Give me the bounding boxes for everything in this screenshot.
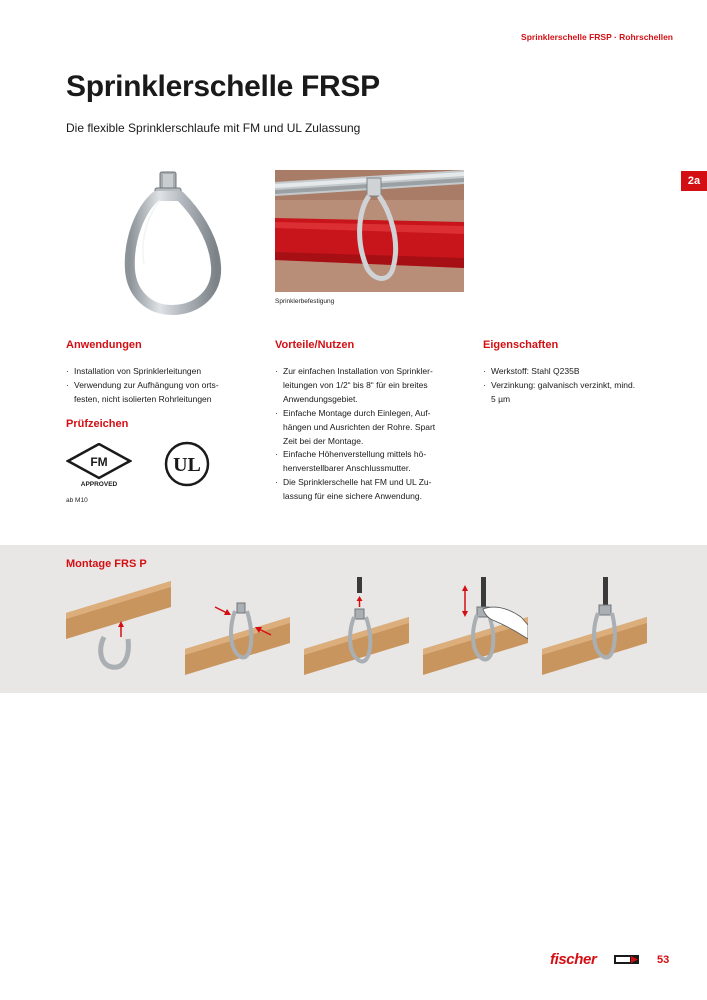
list-item: [275, 393, 470, 407]
fm-approved-text: APPROVED: [80, 481, 118, 488]
fm-logo-text: FM: [90, 455, 108, 469]
ul-logo-text: UL: [173, 454, 201, 476]
montage-step-5-illustration: [542, 577, 647, 679]
header-category: Sprinklerschelle FRSP · Rohrschellen: [521, 32, 673, 42]
page-subtitle: Die flexible Sprinklerschlaufe mit FM und UL Zulassung: [66, 121, 361, 135]
list-item: [275, 490, 470, 504]
montage-section: [0, 545, 707, 693]
list-item: · Einfache Höhenverstellung mittels hö-: [275, 448, 470, 462]
vorteile-list: [275, 365, 470, 504]
pruefzeichen-note: ab M10: [66, 497, 88, 504]
eigenschaften-heading: Eigenschaften: [483, 339, 559, 351]
list-item-continuation: Anwendungsgebiet.: [283, 393, 358, 404]
montage-step-2-illustration: [185, 577, 290, 679]
list-item: · Verzinkung: galvanisch verzinkt, mind.: [483, 379, 673, 393]
anwendungen-list: [66, 365, 256, 407]
ul-listed-logo-icon: [164, 441, 210, 487]
list-item-continuation: 5 µm: [491, 393, 511, 404]
montage-step-3-illustration: [304, 577, 409, 679]
chapter-tab-badge[interactable]: 2a: [681, 171, 707, 191]
anwendungen-heading: Anwendungen: [66, 339, 142, 351]
fischer-brand-mark-icon: [614, 955, 639, 964]
list-item: [275, 435, 470, 449]
list-item: · Zur einfachen Installation von Sprinkler-: [275, 365, 470, 379]
list-item: [275, 421, 470, 435]
list-item: · Einfache Montage durch Einlegen, Auf-: [275, 407, 470, 421]
eigenschaften-list: [483, 365, 673, 407]
list-item: [483, 393, 673, 407]
list-item: [66, 393, 256, 407]
sprinkler-installation-photo: [275, 170, 464, 292]
vorteile-heading: Vorteile/Nutzen: [275, 339, 355, 351]
list-item-continuation: Zeit bei der Montage.: [283, 435, 364, 446]
fm-approved-logo-icon: [66, 443, 132, 488]
page-number: 53: [657, 954, 670, 966]
list-item-continuation: leitungen von 1/2“ bis 8“ für ein breites: [283, 379, 428, 390]
list-item: [275, 462, 470, 476]
fischer-brand-logo: fischer: [550, 951, 597, 968]
list-item-continuation: hängen und Ausrichten der Rohre. Spart: [283, 421, 436, 432]
page-title: Sprinklerschelle FRSP: [66, 70, 380, 103]
list-item: · Verwendung zur Aufhängung von orts-: [66, 379, 256, 393]
list-item: · Werkstoff: Stahl Q235B: [483, 365, 673, 379]
product-image: [120, 170, 230, 320]
list-item-continuation: henverstellbarer Anschlussmutter.: [283, 463, 411, 474]
photo-caption: Sprinklerbefestigung: [275, 298, 335, 305]
list-item: · Die Sprinklerschelle hat FM und UL Zu-: [275, 476, 470, 490]
montage-heading: Montage FRS P: [66, 558, 147, 570]
montage-step-4-illustration: [423, 577, 528, 679]
montage-step-1-illustration: [66, 577, 171, 679]
list-item: [275, 379, 470, 393]
pruefzeichen-heading: Prüfzeichen: [66, 418, 129, 430]
list-item-continuation: festen, nicht isolierten Rohrleitungen: [74, 393, 212, 404]
list-item-continuation: lassung für eine sichere Anwendung.: [283, 491, 422, 502]
list-item: · Installation von Sprinklerleitungen: [66, 365, 256, 379]
